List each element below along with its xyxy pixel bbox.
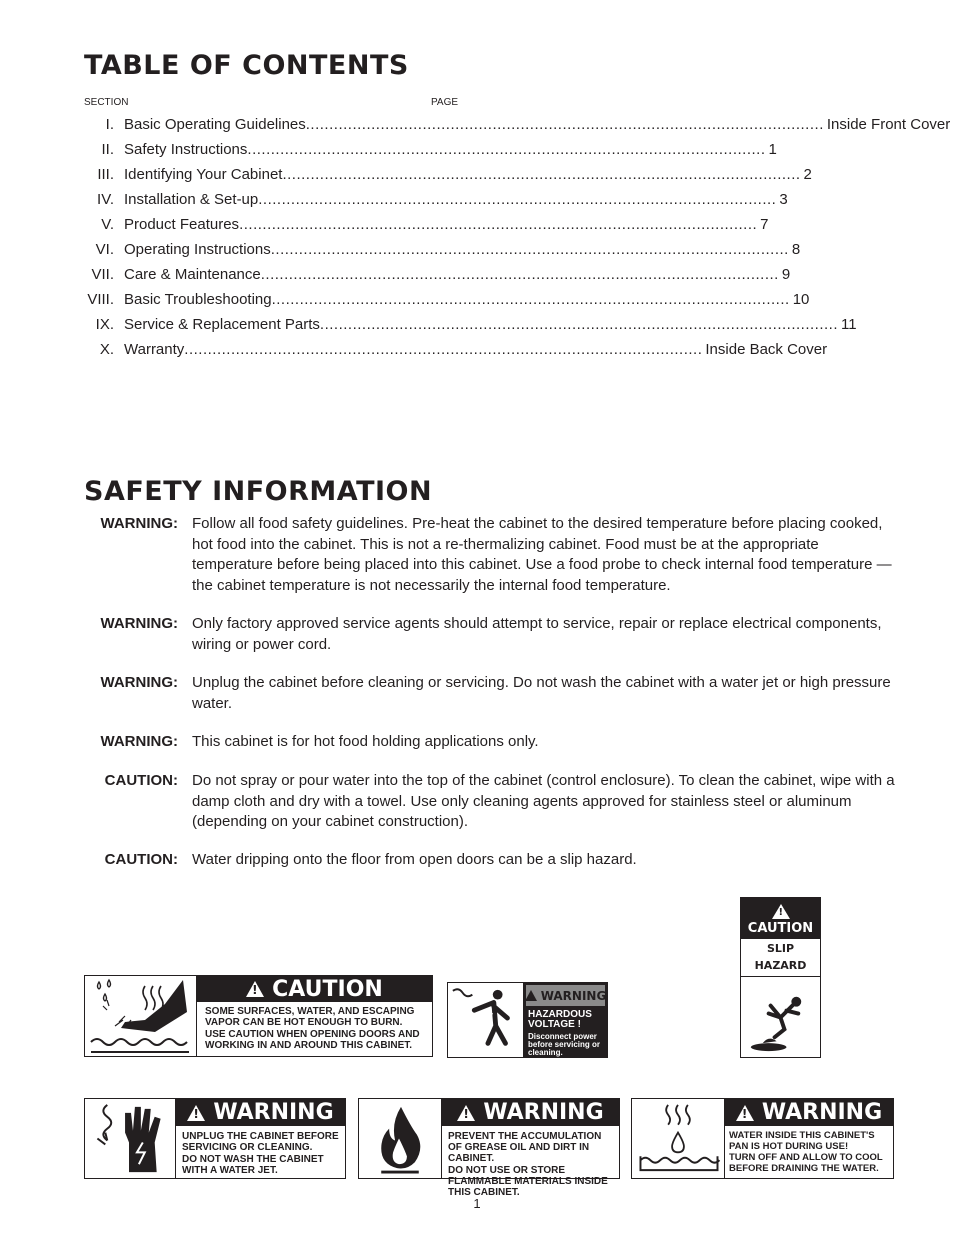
toc-entry[interactable] [84, 341, 828, 366]
warning-triangle-icon [525, 990, 537, 1001]
toc-entry-page: 3 [779, 191, 788, 208]
safety-item [84, 771, 899, 833]
safety-item-label: CAUTION: [104, 772, 178, 789]
toc-entry-page: 7 [760, 216, 769, 233]
toc-entry-title: Warranty [124, 341, 185, 358]
toc-entry[interactable] [84, 291, 810, 316]
toc-leader [320, 316, 838, 333]
water-pan-label-text-1: WATER INSIDE THIS CABINET'S PAN IS HOT DURING USE! [729, 1130, 875, 1152]
safety-item-text: This cabinet is for hot food holding applications only. [192, 733, 539, 750]
toc-entry-page: Inside Front Cover [826, 116, 951, 133]
toc-leader [272, 291, 790, 308]
toc-entry-title: Basic Troubleshooting [124, 291, 272, 308]
safety-item [84, 673, 899, 714]
flammable-label-text-1: PREVENT THE ACCUMULATION OF GREASE OIL AND DIRT IN CABINET. [448, 1131, 602, 1164]
toc-entry-page: 11 [841, 316, 857, 333]
toc-leader [306, 116, 824, 133]
toc-entry-page: Inside Back Cover [705, 341, 828, 358]
toc-leader [261, 266, 779, 283]
safety-item-label: CAUTION: [104, 851, 178, 868]
voltage-label-header: WARNING [540, 988, 607, 1003]
slip-hazard-label [740, 897, 821, 1058]
toc-leader [184, 341, 702, 358]
water-pan-label-text-2: TURN OFF AND ALLOW TO COOL BEFORE DRAINING THE WATER. [729, 1152, 883, 1174]
toc-entry-page: 2 [803, 166, 812, 183]
hot-surface-caution-label [84, 975, 433, 1057]
toc-entry-title: Basic Operating Guidelines [124, 116, 306, 133]
toc-entry[interactable] [84, 191, 788, 216]
unplug-label-header-bar [176, 1099, 345, 1126]
slip-label-header: CAUTION [747, 921, 814, 936]
safety-item-label: WARNING: [100, 733, 178, 750]
unplug-label-header: WARNING [213, 1100, 334, 1125]
flame-icon [359, 1099, 441, 1178]
toc-entry-title: Installation & Set-up [124, 191, 259, 208]
hand-shock-icon [85, 1099, 175, 1178]
warning-triangle-icon: ! [772, 904, 790, 919]
toc-entry-number: IX. [95, 316, 114, 333]
toc-entry-number: IV. [97, 191, 114, 208]
toc-entry[interactable] [84, 241, 801, 266]
toc-page-header: PAGE [431, 97, 459, 108]
toc-entry-title: Operating Instructions [124, 241, 271, 258]
toc-entry-number: V. [101, 216, 114, 233]
hot-water-pan-warning-label [631, 1098, 894, 1179]
water-pan-label-header: WARNING [761, 1100, 883, 1125]
safety-heading: SAFETY INFORMATION [84, 476, 433, 507]
toc-leader [282, 166, 800, 183]
voltage-label-title: HAZARDOUS VOLTAGE ! [528, 1009, 592, 1030]
flammable-label-header: WARNING [483, 1100, 604, 1125]
toc-entry[interactable] [84, 266, 791, 291]
flammable-label-text-2: DO NOT USE OR STORE FLAMMABLE MATERIALS INSIDE THIS CABINET. [448, 1165, 608, 1198]
hot-vapor-label-text-2: USE CAUTION WHEN OPENING DOORS AND WORKING IN AND AROUND THIS CABINET. [205, 1029, 420, 1051]
voltage-label-text: Disconnect power before servicing or cleaning. [528, 1032, 601, 1057]
toc-entry-number: II. [101, 141, 114, 158]
toc-entry-number: III. [97, 166, 114, 183]
toc-entry-page: 9 [781, 266, 791, 283]
safety-item-text: Follow all food safety guidelines. Pre-heat the cabinet to the desired temperature before placing cooked, hot food into the cabinet. This is not a re-thermalizing cabinet. Food must be at the appropriate temperature before being placed into this cabinet. Use a food probe to check internal food temperature — the cabinet temperature is not necessarily the internal food temperature. [192, 515, 892, 594]
flammable-label-header-bar [442, 1099, 619, 1126]
hazardous-voltage-label [447, 982, 608, 1058]
hot-vapor-label-header-bar [197, 976, 432, 1002]
toc-entry[interactable] [84, 316, 857, 341]
warning-triangle-icon [457, 1105, 475, 1121]
toc-entry[interactable] [84, 216, 769, 241]
hot-vapor-hand-icon [85, 976, 196, 1056]
hot-water-icon [632, 1099, 724, 1178]
toc-entry-title: Service & Replacement Parts [124, 316, 320, 333]
toc-section-header: SECTION [84, 97, 129, 108]
slip-label-line2: HAZARD [754, 959, 807, 972]
toc-entry-title: Care & Maintenance [124, 266, 261, 283]
flammable-warning-label [358, 1098, 620, 1198]
safety-item-label: WARNING: [100, 515, 178, 532]
toc-leader [247, 141, 765, 158]
warning-triangle-icon [736, 1105, 754, 1121]
unplug-label-text-2: DO NOT WASH THE CABINET WITH A WATER JET. [182, 1154, 324, 1176]
unplug-warning-label [84, 1098, 346, 1179]
toc-entry[interactable] [84, 116, 951, 141]
voltage-label-header-bar [526, 985, 605, 1006]
safety-item [84, 850, 899, 871]
electric-shock-icon [448, 983, 523, 1057]
hot-vapor-label-header: CAUTION [272, 976, 383, 1002]
toc-heading: TABLE OF CONTENTS [84, 50, 409, 81]
toc-entry-number: X. [99, 341, 114, 358]
toc-entry-number: VI. [95, 241, 114, 258]
toc-entry-page: 8 [791, 241, 801, 258]
safety-item [84, 614, 899, 655]
toc-entry[interactable] [84, 166, 812, 191]
safety-item-label: WARNING: [100, 674, 178, 691]
toc-entry[interactable] [84, 141, 777, 166]
toc-entry-title: Identifying Your Cabinet [124, 166, 283, 183]
safety-item-text: Water dripping onto the floor from open doors can be a slip hazard. [192, 851, 637, 868]
toc-entry-title: Product Features [124, 216, 240, 233]
safety-item-text: Unplug the cabinet before cleaning or servicing. Do not wash the cabinet with a water jet or high pressure water. [192, 674, 891, 712]
toc-entry-number: I. [105, 116, 114, 133]
warning-triangle-icon [246, 981, 264, 997]
toc-leader [258, 191, 776, 208]
safety-item-text: Only factory approved service agents should attempt to service, repair or replace electrical components, wiring or power cord. [192, 615, 882, 653]
slip-label-line1: SLIP [766, 942, 795, 955]
safety-item-label: WARNING: [100, 615, 178, 632]
toc-entry-page: 1 [768, 141, 777, 158]
water-pan-label-header-bar [725, 1099, 893, 1126]
toc-leader [239, 216, 757, 233]
toc-entry-page: 10 [792, 291, 810, 308]
safety-item [84, 732, 899, 753]
toc-list [84, 116, 951, 366]
warning-triangle-icon [187, 1105, 205, 1121]
page-number: 1 [473, 1196, 481, 1211]
hot-vapor-label-text-1: SOME SURFACES, WATER, AND ESCAPING VAPOR CAN BE HOT ENOUGH TO BURN. [205, 1006, 415, 1028]
toc-entry-number: VIII. [87, 291, 114, 308]
toc-entry-title: Safety Instructions [124, 141, 248, 158]
unplug-label-text-1: UNPLUG THE CABINET BEFORE SERVICING OR CLEANING. [182, 1131, 339, 1153]
safety-item [84, 514, 899, 596]
toc-leader [271, 241, 789, 258]
safety-item-text: Do not spray or pour water into the top of the cabinet (control enclosure). To clean the cabinet, wipe with a damp cloth and dry with a towel. Use only cleaning agents approved for stainless steel or aluminum (depending on your cabinet construction). [192, 772, 895, 830]
slip-fall-icon [741, 977, 820, 1058]
toc-entry-number: VII. [91, 266, 114, 283]
